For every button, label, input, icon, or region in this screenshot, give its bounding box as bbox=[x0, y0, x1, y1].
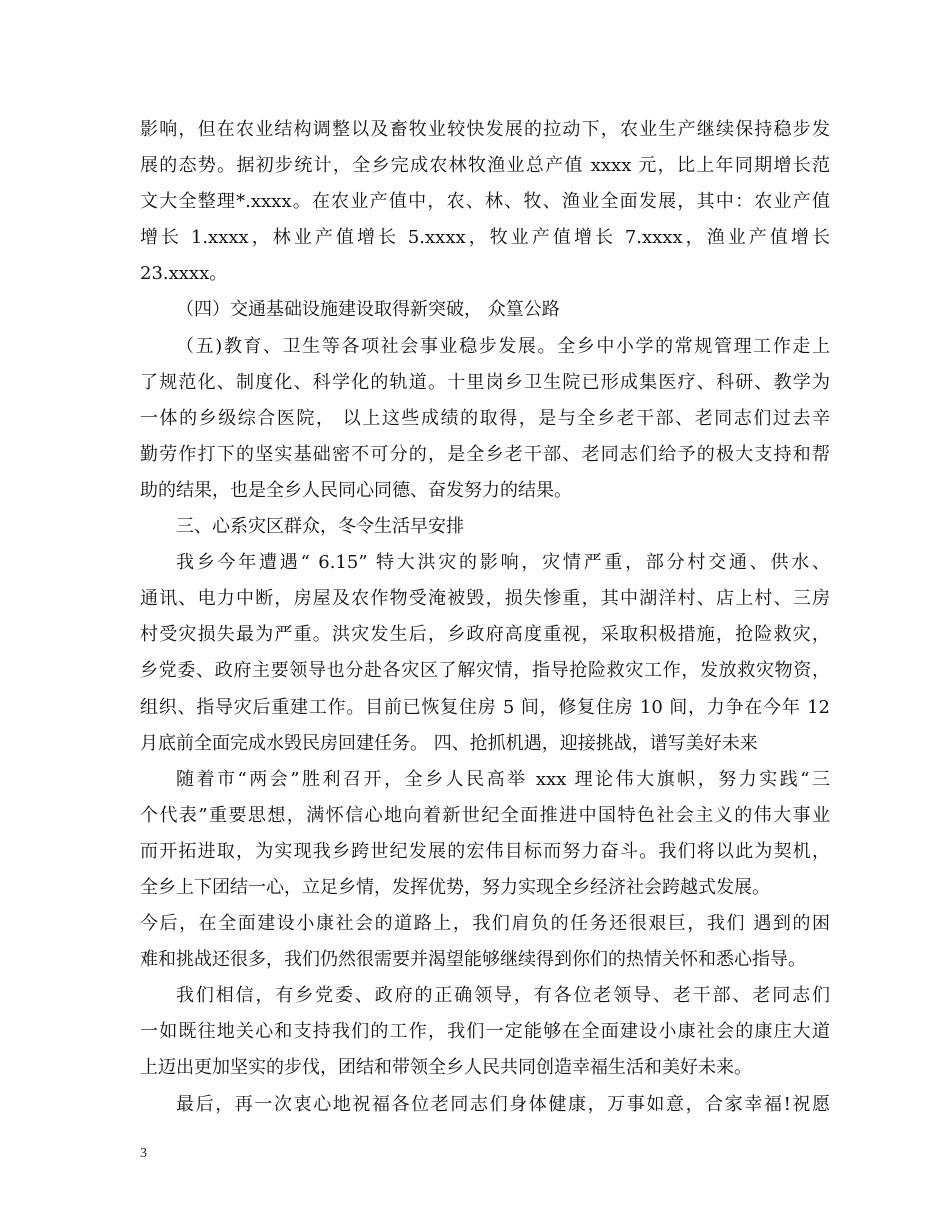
text-line: 今后，在全面建设小康社会的道路上，我们肩负的任务还很艰巨，我们 遇到的困 bbox=[140, 913, 830, 935]
text-line: 助的结果，也是全乡人民同心同德、奋发努力的结果。 bbox=[140, 479, 572, 501]
text-line: 最后，再一次衷心地祝福各位老同志们身体健康，万事如意，合家幸福!祝愿 bbox=[176, 1093, 830, 1115]
text-line: 个代表”重要思想，满怀信心地向着新世纪全面推进中国特色社会主义的伟大事业 bbox=[140, 804, 830, 826]
text-line: 乡党委、政府主要领导也分赴各灾区了解灾情，指导抢险救灾工作，发放救灾物资， bbox=[140, 660, 830, 682]
text-line: （五)教育、卫生等各项社会事业稳步发展。全乡中小学的常规管理工作走上 bbox=[176, 335, 830, 357]
text-line: 而开拓进取，为实现我乡跨世纪发展的宏伟目标而努力奋斗。我们将以此为契机， bbox=[140, 840, 830, 862]
text-line: 月底前全面完成水毁民房回建任务。 四、抢抓机遇，迎接挑战，谱写美好未来 bbox=[140, 732, 758, 754]
text-line: 一体的乡级综合医院， 以上这些成绩的取得，是与全乡老干部、老同志们过去辛 bbox=[140, 407, 830, 429]
text-line: 村受灾损失最为严重。洪灾发生后，乡政府高度重视，采取积极措施，抢险救灾， bbox=[140, 624, 830, 646]
section-heading-3: 三、心系灾区群众，冬令生活早安排 bbox=[176, 516, 464, 538]
text-line: 文大全整理*.xxxx。在农业产值中，农、林、牧、渔业全面发展，其中：农业产值 bbox=[140, 191, 830, 213]
text-line: 增长 1.xxxx，林业产值增长 5.xxxx，牧业产值增长 7.xxxx，渔业产值增长 bbox=[140, 227, 830, 249]
text-line: 展的态势。据初步统计，全乡完成农林牧渔业总产值 xxxx 元，比上年同期增长范 bbox=[140, 155, 830, 177]
text-line: 了规范化、制度化、科学化的轨道。十里岗乡卫生院已形成集医疗、科研、教学为 bbox=[140, 371, 830, 393]
section-heading-4: （四）交通基础设施建设取得新突破， 众篁公路 bbox=[176, 299, 560, 321]
text-line: 难和挑战还很多，我们仍然很需要并渴望能够继续得到你们的热情关怀和悉心指导。 bbox=[140, 949, 806, 971]
text-line: 影响，但在农业结构调整以及畜牧业较快发展的拉动下，农业生产继续保持稳步发 bbox=[140, 119, 830, 140]
text-line: 组织、指导灾后重建工作。目前已恢复住房 5 间，修复住房 10 间，力争在今年 12 bbox=[140, 696, 830, 718]
text-line: 通讯、电力中断，房屋及农作物受淹被毁，损失惨重，其中湖洋村、店上村、三房 bbox=[140, 588, 830, 610]
text-line: 勤劳作打下的坚实基础密不可分的，是全乡老干部、老同志们给予的极大支持和帮 bbox=[140, 443, 830, 465]
text-line: 23.xxxx。 bbox=[140, 263, 228, 285]
body-text bbox=[140, 112, 830, 1123]
text-line: 全乡上下团结一心，立足乡情，发挥优势，努力实现全乡经济社会跨越式发展。 bbox=[140, 876, 770, 898]
text-line: 我们相信，有乡党委、政府的正确领导，有各位老领导、老干部、老同志们 bbox=[176, 985, 830, 1007]
text-line: 随着市“两会”胜利召开，全乡人民高举 xxx 理论伟大旗帜，努力实践“三 bbox=[176, 768, 830, 790]
text-line: 一如既往地关心和支持我们的工作，我们一定能够在全面建设小康社会的康庄大道 bbox=[140, 1021, 830, 1043]
text-line: 我乡今年遭遇“ 6.15” 特大洪灾的影响，灾情严重，部分村交通、供水、 bbox=[176, 552, 830, 574]
text-line: 上迈出更加坚实的步伐，团结和带领全乡人民共同创造幸福生活和美好未来。 bbox=[140, 1057, 752, 1079]
page-number: 3 bbox=[140, 1146, 147, 1161]
